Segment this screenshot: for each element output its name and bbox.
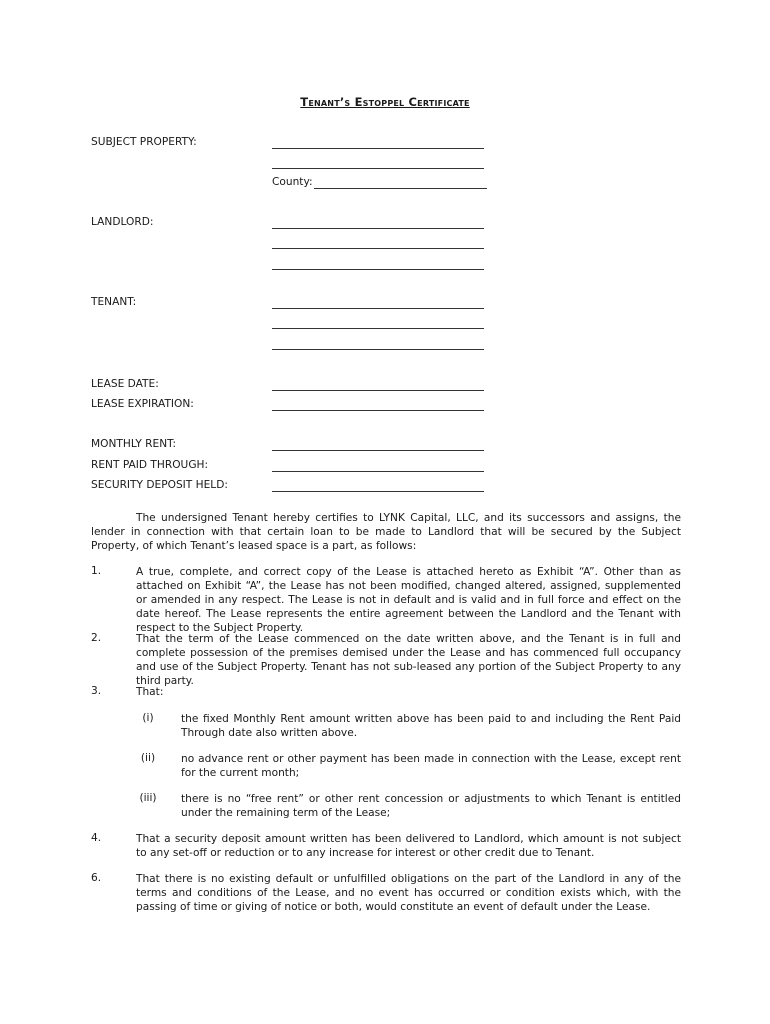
lease-date-label: LEASE DATE: xyxy=(91,378,159,390)
subject-property-label: SUBJECT PROPERTY: xyxy=(91,136,197,148)
item-number: 4. xyxy=(91,832,102,844)
subitem-iii xyxy=(136,792,681,820)
lease-expiration-line[interactable] xyxy=(272,410,484,411)
tenant-line-2[interactable] xyxy=(272,328,484,329)
subitem-text: the fixed Monthly Rent amount written above has been paid to and including the Rent Paid Through date also written above. xyxy=(181,713,681,739)
item-1 xyxy=(91,565,681,635)
item-number: 2. xyxy=(91,632,102,644)
lease-date-line[interactable] xyxy=(272,390,484,391)
landlord-line-3[interactable] xyxy=(272,269,484,270)
subitem-number: (iii) xyxy=(139,792,157,804)
intro-paragraph: The undersigned Tenant hereby certifies to LYNK Capital, LLC, and its successors and assigns, the lender in connection with that certain loan to be made to Landlord that will be secured by the Subject Property, of which Tenant’s leased space is a part, as follows: xyxy=(91,512,681,552)
document-title: Tenant’s Estoppel Certificate xyxy=(300,95,470,109)
county-line[interactable] xyxy=(314,188,487,189)
landlord-line-2[interactable] xyxy=(272,248,484,249)
subitem-number: (ii) xyxy=(140,752,156,764)
item-2 xyxy=(91,632,681,688)
monthly-rent-label: MONTHLY RENT: xyxy=(91,438,177,450)
item-4 xyxy=(91,832,681,860)
item-6 xyxy=(91,872,681,914)
item-number: 1. xyxy=(91,565,102,577)
subitem-text: no advance rent or other payment has been made in connection with the Lease, except rent for the current month; xyxy=(181,753,681,779)
subitem-i xyxy=(136,712,681,740)
security-deposit-line[interactable] xyxy=(272,491,484,492)
item-text: That there is no existing default or unfulfilled obligations on the part of the Landlord in any of the terms and conditions of the Lease, and no event has occurred or condition exists which, with the passing of time or giving of notice or both, would constitute an event of default under the Lease. xyxy=(136,873,681,913)
item-number: 3. xyxy=(91,685,102,697)
landlord-line-1[interactable] xyxy=(272,228,484,229)
item-text: That a security deposit amount written has been delivered to Landlord, which amount is not subject to any set-off or reduction or to any increase for interest or other credit due to Tenant. xyxy=(136,833,681,859)
tenant-label: TENANT: xyxy=(91,296,137,308)
subitem-ii xyxy=(136,752,681,780)
item-3 xyxy=(91,685,681,699)
rent-paid-through-label: RENT PAID THROUGH: xyxy=(91,459,209,471)
item-text: A true, complete, and correct copy of the Lease is attached hereto as Exhibit “A”. Other than as attached on Exhibit “A”, the Lease has not been modified, changed altered, assigned, supplemented or amended in any respect. The Lease is not in default and is valid and in full force and effect on the date hereof. The Lease represents the entire agreement between the Landlord and the Tenant with respect to the Subject Property. xyxy=(136,566,681,634)
subject-property-line-1[interactable] xyxy=(272,148,484,149)
county-label: County: xyxy=(272,176,313,188)
rent-paid-through-line[interactable] xyxy=(272,471,484,472)
subitem-text: there is no “free rent” or other rent concession or adjustments to which Tenant is entitled under the remaining term of the Lease; xyxy=(181,793,681,819)
monthly-rent-line[interactable] xyxy=(272,450,484,451)
lease-expiration-label: LEASE EXPIRATION: xyxy=(91,398,194,410)
subitem-number: (i) xyxy=(142,712,154,724)
item-text: That the term of the Lease commenced on the date written above, and the Tenant is in full and complete possession of the premises demised under the Lease and has commenced full occupancy and use of the Subject Property. Tenant has not sub-leased any portion of the Subject Property to any third party. xyxy=(136,633,681,687)
item-number: 6. xyxy=(91,872,102,884)
subject-property-line-2[interactable] xyxy=(272,168,484,169)
landlord-label: LANDLORD: xyxy=(91,216,154,228)
tenant-line-3[interactable] xyxy=(272,349,484,350)
security-deposit-label: SECURITY DEPOSIT HELD: xyxy=(91,479,228,491)
tenant-line-1[interactable] xyxy=(272,308,484,309)
item-text: That: xyxy=(136,686,164,698)
